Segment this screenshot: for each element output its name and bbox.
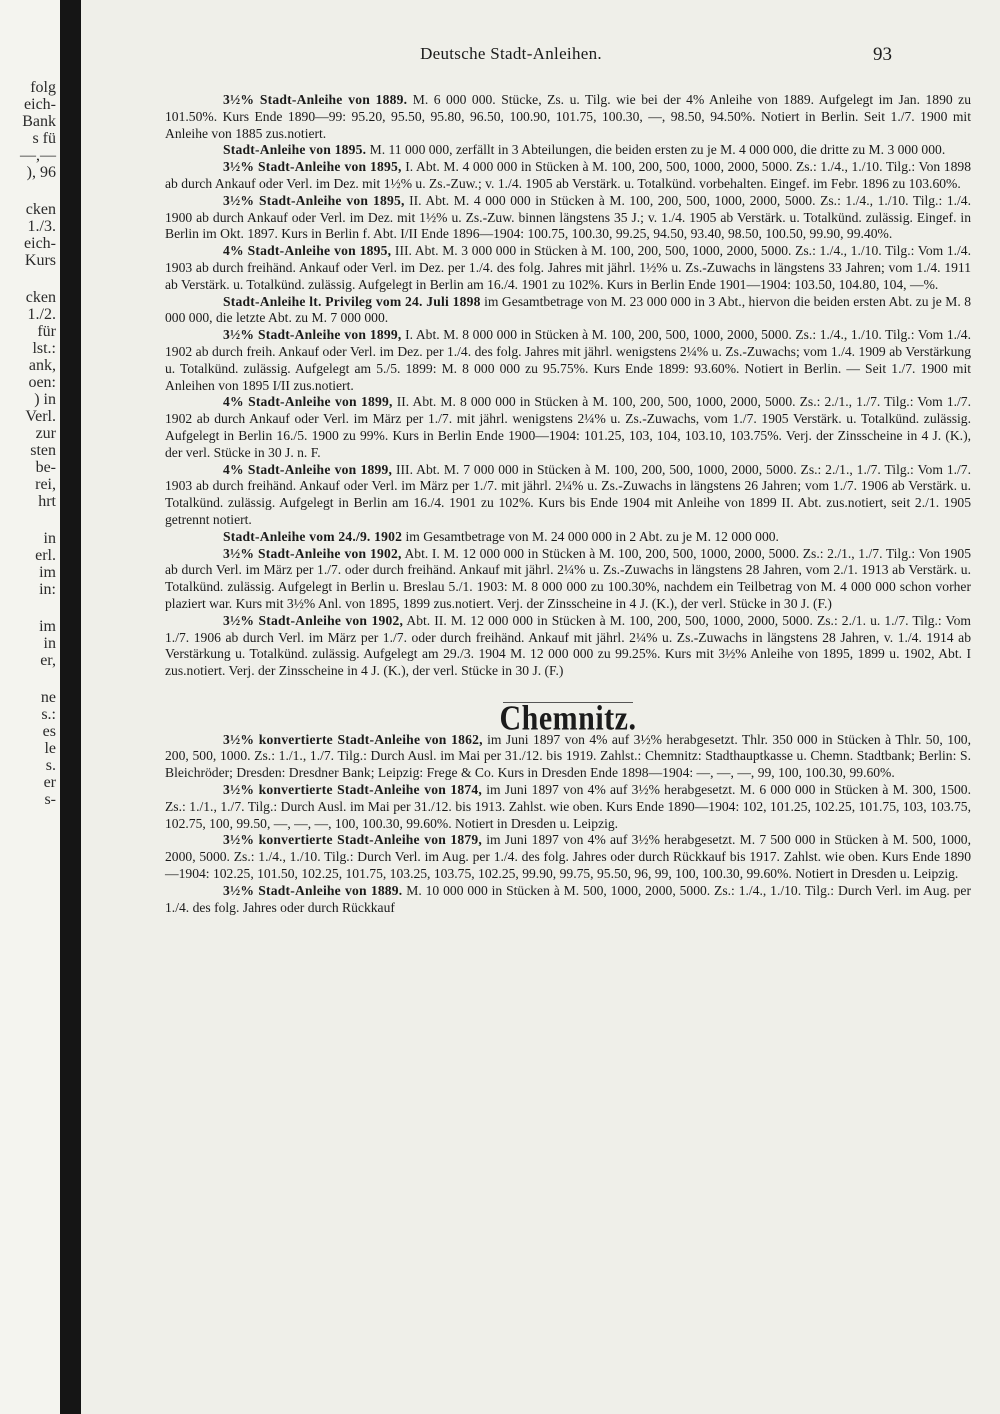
margin-fragment: er bbox=[43, 774, 56, 791]
loan-entry bbox=[165, 883, 971, 917]
margin-fragment: in bbox=[43, 530, 56, 547]
margin-fragment: Kurs bbox=[24, 252, 56, 269]
margin-fragment: s. bbox=[45, 757, 56, 774]
main-text bbox=[165, 92, 971, 916]
loan-entry-title: 3½% Stadt-Anleihe von 1895, bbox=[223, 159, 402, 175]
margin-fragment: in: bbox=[39, 581, 56, 598]
margin-fragment: ) in bbox=[34, 391, 56, 408]
loan-entry bbox=[165, 613, 971, 680]
loan-entry-text: II. Abt. M. 4 000 000 in Stücken à M. 100, 200, 500, 1000, 2000, 5000. Zs.: 1./4., 1./10. Tilg.: 1./4. 1900 ab durch Ankauf oder Verl. im Dez. mit 1½% u. Zs.-Zuw. binnen längstens 35 J.; v. 1./4. 1905 ab Verstärk. u. Totalkünd. zulässig. Eingef. in Berlin im Okt. 1897. Kurs in Berlin f. Abt. I/II Ende 1896—1904: 100.75, 100.30, 99.25, 94.50, 93.40, 98.50, 100.50, 99.90, 99.40%. bbox=[165, 192, 971, 242]
loan-entry-title: 3½% Stadt-Anleihe von 1899, bbox=[223, 327, 402, 343]
margin-fragment: s.: bbox=[41, 706, 56, 723]
loan-entry-title: 3½% konvertierte Stadt-Anleihe von 1874, bbox=[223, 782, 482, 798]
margin-fragment: ank, bbox=[28, 357, 56, 374]
loan-entry-title: 3½% Stadt-Anleihe von 1889. bbox=[223, 882, 403, 898]
margin-fragment: ne bbox=[40, 689, 56, 706]
running-head: Deutsche Stadt-Anleihen. bbox=[420, 44, 602, 63]
loan-entry bbox=[165, 243, 971, 293]
margin-fragment: lst.: bbox=[32, 340, 56, 357]
page-number: 93 bbox=[873, 44, 892, 65]
book-spine-shadow bbox=[60, 0, 81, 1414]
margin-fragment: für bbox=[37, 323, 56, 340]
loan-entry bbox=[165, 327, 971, 394]
loan-entry bbox=[165, 832, 971, 882]
margin-fragment: folg bbox=[30, 79, 56, 96]
margin-fragment: s fü bbox=[32, 130, 56, 147]
loan-entry bbox=[165, 92, 971, 142]
loan-entry bbox=[165, 193, 971, 243]
loan-entry-text: I. Abt. M. 4 000 000 in Stücken à M. 100, 200, 500, 1000, 2000, 5000. Zs.: 1./4., 1./10. Tilg.: Von 1898 ab durch Ankauf oder Verl. im Dez. mit 1½% u. Zs.-Zuw.; v. 1./4. 1905 ab Verstärk. u. Totalkünd. vorbehalten. Eingef. im Febr. 1896 zu 103.60%. bbox=[165, 159, 971, 191]
margin-fragment: ), 96 bbox=[26, 164, 56, 181]
margin-fragment: eich- bbox=[24, 235, 56, 252]
loan-entry-title: Stadt-Anleihe lt. Privileg vom 24. Juli 1898 bbox=[223, 293, 481, 309]
margin-fragment: Bank bbox=[22, 113, 56, 130]
margin-fragment: —,— bbox=[20, 147, 56, 164]
loan-entry-text: im Juni 1897 von 4% auf 3½% herabgesetzt. M. 7 500 000 in Stücken à M. 500, 1000, 2000, 5000. Zs.: 1./4., 1./10. Tilg.: Durch Verl. im Aug. per 1./4. des folg. Jahres oder durch Rückkauf bis 1917. Zahlst. wie oben. Kurs Ende 1890—1904: 102.25, 101.50, 102.25, 101.75, 103.25, 103.75, 102.25, 99.90, 99.75, 95.50, 96, 99, 100, 100.30, 99.60%. Notiert in Dresden u. Leipzig. bbox=[165, 832, 971, 882]
loan-entry-text: M. 6 000 000. Stücke, Zs. u. Tilg. wie bei der 4% Anleihe von 1889. Aufgelegt im Jan. 1890 zu 101.50%. Kurs Ende 1890—99: 95.20, 95.50, 95.80, 96.50, 100.90, 101.75, 100.30, —, 98.50, 94.50%. Notiert in Berlin. Seit 1./7. 1900 mit Anleihe von 1885 zus.notiert. bbox=[165, 92, 971, 141]
margin-fragment: 1./3. bbox=[27, 218, 56, 235]
section-title: Chemnitz. bbox=[499, 699, 637, 738]
loan-entry-title: 3½% Stadt-Anleihe von 1902, bbox=[223, 612, 404, 628]
loan-entry-text: im Juni 1897 von 4% auf 3½% herabgesetzt. Thlr. 350 000 in Stücken à Thlr. 50, 100, 200, 500, 1000. Zs.: 1./1., 1./7. Tilg.: Durch Ausl. im Mai per 31./12. bis 1919. Zahlst.: Chemnitz: Stadthauptkasse u. Chemn. Stadtbank; Berlin: S. Bleichröder; Dresden: Dresdner Bank; Leipzig: Frege & Co. Kurs in Dresden Ende 1898—1904: —, —, —, 99, 100, 100.30, 99.60%. bbox=[165, 731, 971, 781]
section-entry-list bbox=[165, 732, 971, 917]
loan-entry bbox=[165, 782, 971, 832]
entry-list bbox=[165, 92, 971, 680]
margin-fragment: erl. bbox=[35, 547, 56, 564]
margin-fragment: rei, bbox=[35, 476, 56, 493]
page bbox=[81, 0, 1000, 1414]
margin-fragment: eich- bbox=[24, 96, 56, 113]
loan-entry bbox=[165, 546, 971, 613]
loan-entry-text: II. Abt. M. 8 000 000 in Stücken à M. 100, 200, 500, 1000, 2000, 5000. Zs.: 2./1., 1./7. Tilg.: Vom 1./7. 1902 ab durch Ankauf oder Verl. im März per 1./7. mit jährl. wenigstens 2¼% u. Zs.-Zuwachs, vom 1./7. 1905 Verstärk. u. Totalkünd. zulässig. Aufgelegt in Berlin 16./5. 1900 zu 99%. Kurs in Berlin Ende 1900—1904: 101.25, 103, 104, 103.10, 103.75%. Verj. der Zinsscheine in 4 J. (K.), der verl. Stücke in 30 J. n. F. bbox=[165, 394, 971, 460]
margin-fragment: oen: bbox=[28, 374, 56, 391]
loan-entry-text: III. Abt. M. 7 000 000 in Stücken à M. 100, 200, 500, 1000, 2000, 5000. Zs.: 2./1., 1./7. Tilg.: Vom 1./7. 1903 ab durch freihänd. Ankauf oder Verl. im März per 1./7. mit jährl. 2¼% u. Zs.-Zuwachs in längstens 26 Jahren; vom 1./7. 1906 ab Verstärk. u. Totalkünd. zulässig. Aufgelegt in Berlin am 16./4. 1901 zu 102%. Kurs bis Ende 1904 mit Anleihe von 1899 II. Abt. zus.notiert, seit 2./1. 1905 getrennt notiert. bbox=[165, 461, 971, 527]
loan-entry bbox=[165, 462, 971, 529]
margin-fragment: cken bbox=[25, 289, 56, 306]
loan-entry-title: Stadt-Anleihe von 1895. bbox=[223, 142, 367, 158]
margin-fragment: 1./2. bbox=[27, 306, 56, 323]
margin-fragment: cken bbox=[25, 201, 56, 218]
loan-entry-title: 4% Stadt-Anleihe von 1895, bbox=[223, 243, 392, 259]
margin-fragment: Verl. bbox=[25, 408, 56, 425]
loan-entry-text: I. Abt. M. 8 000 000 in Stücken à M. 100, 200, 500, 1000, 2000, 5000. Zs.: 1./4., 1./10. Tilg.: Vom 1./4. 1902 ab durch freih. Ankauf oder Verl. im Dez. per 1./4. des folg. Jahres mit jährl. wenigstens 2¼% u. Zs.-Zuwachs; vom 1./4. 1909 ab Verstärkung u. Totalkünd. zulässig. Aufgelegt am 5./5. 1899: M. 8 000 000 zu 95.75%. Kurs Ende 1899: 93.60%. Notiert in Berlin. — Seit 1./7. 1900 mit Anleihen von 1895 I/II zus.notiert. bbox=[165, 327, 971, 393]
loan-entry-title: Stadt-Anleihe vom 24./9. 1902 bbox=[223, 528, 403, 544]
loan-entry bbox=[165, 394, 971, 461]
loan-entry bbox=[165, 529, 971, 546]
loan-entry-title: 4% Stadt-Anleihe von 1899, bbox=[223, 394, 393, 410]
margin-fragment: hrt bbox=[38, 493, 56, 510]
loan-entry-title: 3½% Stadt-Anleihe von 1895, bbox=[223, 192, 405, 208]
margin-fragment: im bbox=[39, 564, 56, 581]
loan-entry-text: Abt. II. M. 12 000 000 in Stücken à M. 100, 200, 500, 1000, 2000, 5000. Zs.: 2./1. u. 1./7. Tilg.: Vom 1./7. 1906 ab durch Verl. im März per 1./7. oder durch freihänd. Ankauf mit jährl. 2¼% u. Zs.-Zuwachs in längstens 28 Jahren, v. 1./4. 1914 ab Verstärkung u. Totalkünd. zulässig. Aufgelegt am 29./3. 1904 M. 12 000 000 zu 99.25%. Kurs mit 3½% Anleihe von 1895, 1899 u. 1902, Abt. I zus.notiert. Verj. der Zinsscheine in 4 J. (K.), der verl. Stücke in 30 J. (F.) bbox=[165, 612, 971, 679]
loan-entry bbox=[165, 159, 971, 193]
loan-entry-text: III. Abt. M. 3 000 000 in Stücken à M. 100, 200, 500, 1000, 2000, 5000. Zs.: 1./4., 1./10. Tilg.: Vom 1./4. 1903 ab durch freihänd. Ankauf oder Verl. im Dez. per 1./4. des folg. Jahres mit jährl. 1½% u. Zs.-Zuwachs in längstens 33 Jahren; vom 1./4. 1911 ab Verstärk. u. Totalkünd. zulässig. Aufgelegt in Berlin am 16./4. 1901 zu 102%. Kurs in Berlin Ende 1901—1904: 103.50, 104.80, 104, —%. bbox=[165, 243, 971, 292]
loan-entry-text: M. 11 000 000, zerfällt in 3 Abteilungen, die beiden ersten zu je M. 4 000 000, die dritte zu M. 3 000 000. bbox=[366, 142, 946, 158]
loan-entry-title: 3½% Stadt-Anleihe von 1889. bbox=[223, 92, 408, 107]
left-margin-fragments bbox=[0, 0, 60, 1414]
margin-fragment: le bbox=[44, 740, 56, 757]
margin-fragment: es bbox=[42, 723, 56, 740]
margin-fragment: sten bbox=[30, 442, 56, 459]
loan-entry-text: im Juni 1897 von 4% auf 3½% herabgesetzt. M. 6 000 000 in Stücken à M. 300, 1500. Zs.: 1./1., 1./7. Tilg.: Durch Ausl. im Mai per 31./12. bis 1913. Zahlst. wie oben. Kurs Ende 1890—1904: 102, 101.25, 102.25, 101.75, 103, 103.75, 102.75, 100, 99.50, —, —, —, 100, 100.30, 99.60%. Notiert in Dresden u. Leipzig. bbox=[165, 782, 971, 831]
margin-fragment: er, bbox=[40, 652, 56, 669]
loan-entry-text: M. 10 000 000 in Stücken à M. 500, 1000, 2000, 5000. Zs.: 1./4., 1./10. Tilg.: Durch Verl. im Aug. per 1./4. des folg. Jahres oder durch Rückkauf bbox=[165, 882, 971, 915]
margin-fragment: im bbox=[39, 618, 56, 635]
margin-fragment: in bbox=[43, 635, 56, 652]
loan-entry-title: 3½% konvertierte Stadt-Anleihe von 1879, bbox=[223, 832, 482, 848]
loan-entry-title: 3½% Stadt-Anleihe von 1902, bbox=[223, 545, 402, 561]
margin-fragment: zur bbox=[35, 425, 56, 442]
loan-entry-text: im Gesamtbetrage von M. 23 000 000 in 3 Abt., hiervon die beiden ersten Abt. zu je M. 8 000 000, die letzte Abt. zu M. 7 000 000. bbox=[165, 293, 971, 326]
loan-entry bbox=[165, 294, 971, 328]
loan-entry-title: 4% Stadt-Anleihe von 1899, bbox=[223, 461, 393, 477]
margin-fragment: be- bbox=[35, 459, 56, 476]
loan-entry-text: Abt. I. M. 12 000 000 in Stücken à M. 100, 200, 500, 1000, 2000, 5000. Zs.: 2./1., 1./7. Tilg.: Von 1905 ab durch Verl. im März per 1./7. oder durch freihänd. Ankauf mit jährl. 2¼% u. Zs.-Zuwachs in längstens 28 Jahren, vom 2./1. 1913 ab Verstärk. u. Totalkünd. zulässig. Aufgelegt in Berlin u. Breslau 5./1. 1903: M. 8 000 000 zu 100.30%, nachdem ein Teilbetrag von M. 4 000 000 schon vorher plaziert war. Kurs mit 3½% Anl. von 1895, 1899 zus.notiert. Verj. der Zinsscheine in 4 J. (K.), der verl. Stücke in 30 J. (F.) bbox=[165, 545, 971, 611]
loan-entry bbox=[165, 732, 971, 782]
loan-entry-text: im Gesamtbetrage von M. 24 000 000 in 2 Abt. zu je M. 12 000 000. bbox=[402, 528, 779, 544]
loan-entry-title: 3½% konvertierte Stadt-Anleihe von 1862, bbox=[223, 731, 483, 747]
margin-fragment: s- bbox=[44, 791, 56, 808]
loan-entry bbox=[165, 142, 971, 159]
